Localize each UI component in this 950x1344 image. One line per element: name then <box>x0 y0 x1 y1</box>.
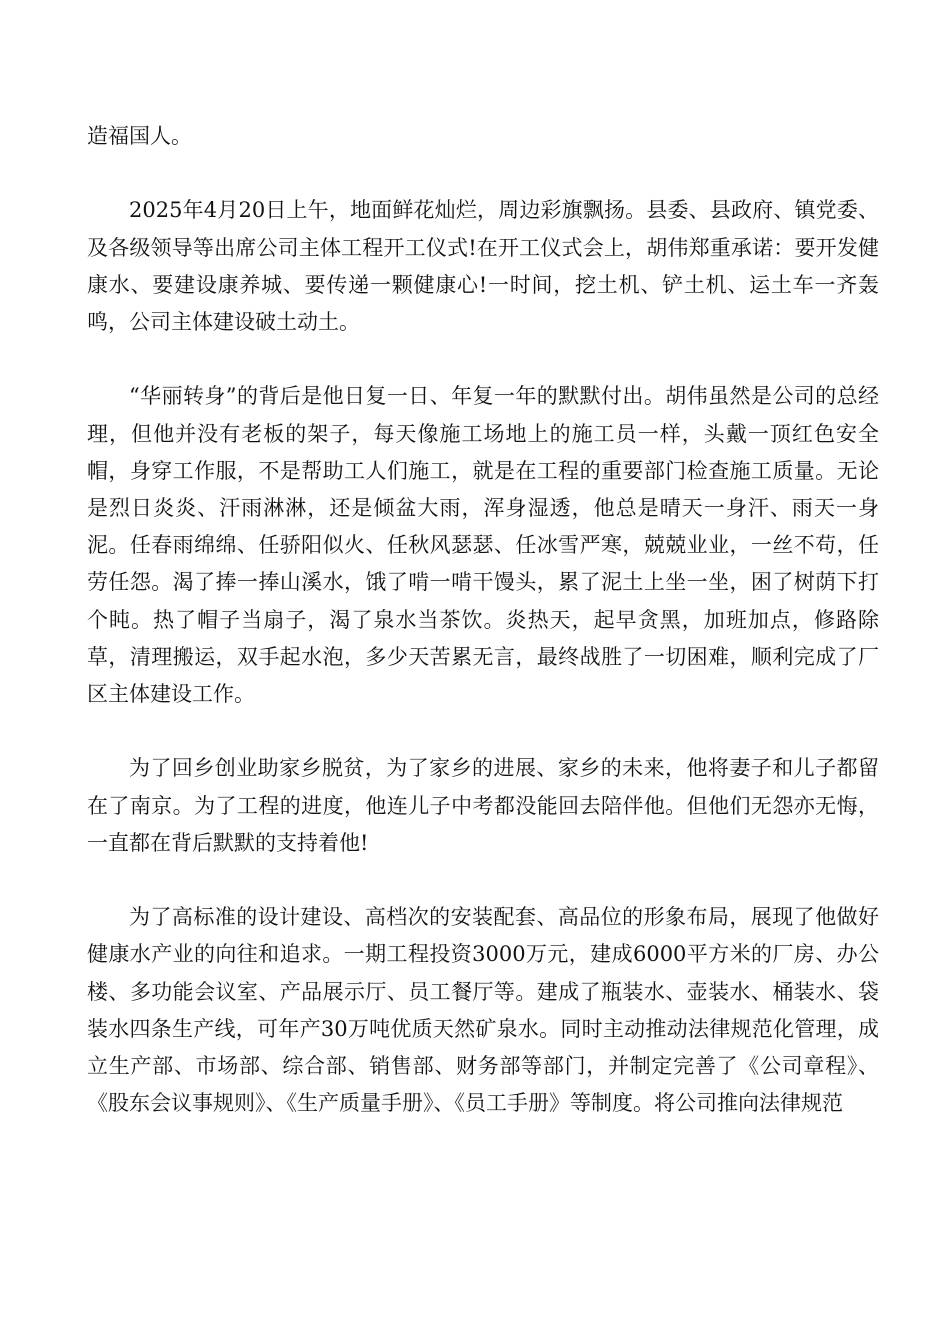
paragraph-dedication: “华丽转身”的背后是他日复一日、年复一年的默默付出。胡伟虽然是公司的总经理，但他并没有老板的架子，每天像施工场地上的施工员一样，头戴一顶红色安全帽，身穿工作服，不是帮助工人们施工，就是在工程的重要部门检查施工质量。无论是烈日炎炎、汗雨淋淋，还是倾盆大雨，浑身湿透，他总是晴天一身汗、雨天一身泥。任春雨绵绵、任骄阳似火、任秋风瑟瑟、任冰雪严寒，兢兢业业，一丝不苟，任劳任怨。渴了捧一捧山溪水，饿了啃一啃干馒头，累了泥土上坐一坐，困了树荫下打个盹。热了帽子当扇子，渴了泉水当茶饮。炎热天，起早贪黑，加班加点，修路除草，清理搬运，双手起水泡，多少天苦累无言，最终战胜了一切困难，顺利完成了厂区主体建设工作。 <box>87 384 879 707</box>
paragraph-continuation: 造福国人。 <box>87 124 192 148</box>
paragraph-family: 为了回乡创业助家乡脱贫，为了家乡的进展、家乡的未来，他将妻子和儿子都留在了南京。为了工程的进度，他连儿子中考都没能回去陪伴他。但他们无怨亦无悔，一直都在背后默默的支持着他! <box>87 756 879 855</box>
paragraph-investment: 为了高标准的设计建设、高档次的安装配套、高品位的形象布局，展现了他做好健康水产业的向往和追求。一期工程投资3000万元，建成6000平方米的厂房、办公楼、多功能会议室、产品展示厅、员工餐厅等。建成了瓶装水、壶装水、桶装水、袋装水四条生产线，可年产30万吨优质天然矿泉水。同时主动推动法律规范化管理，成立生产部、市场部、综合部、销售部、财务部等部门，并制定完善了《公司章程》、《股东会议事规则》、《生产质量手册》、《员工手册》等制度。将公司推向法律规范 <box>87 905 879 1116</box>
document-body <box>87 118 879 1160</box>
paragraph-groundbreaking-ceremony: 2025年4月20日上午，地面鲜花灿烂，周边彩旗飘扬。县委、县政府、镇党委、及各级领导等出席公司主体工程开工仪式!在开工仪式会上，胡伟郑重承诺：要开发健康水、要建设康养城、要传递一颗健康心!一时间，挖土机、铲土机、运土车一齐轰鸣，公司主体建设破土动土。 <box>87 198 879 334</box>
